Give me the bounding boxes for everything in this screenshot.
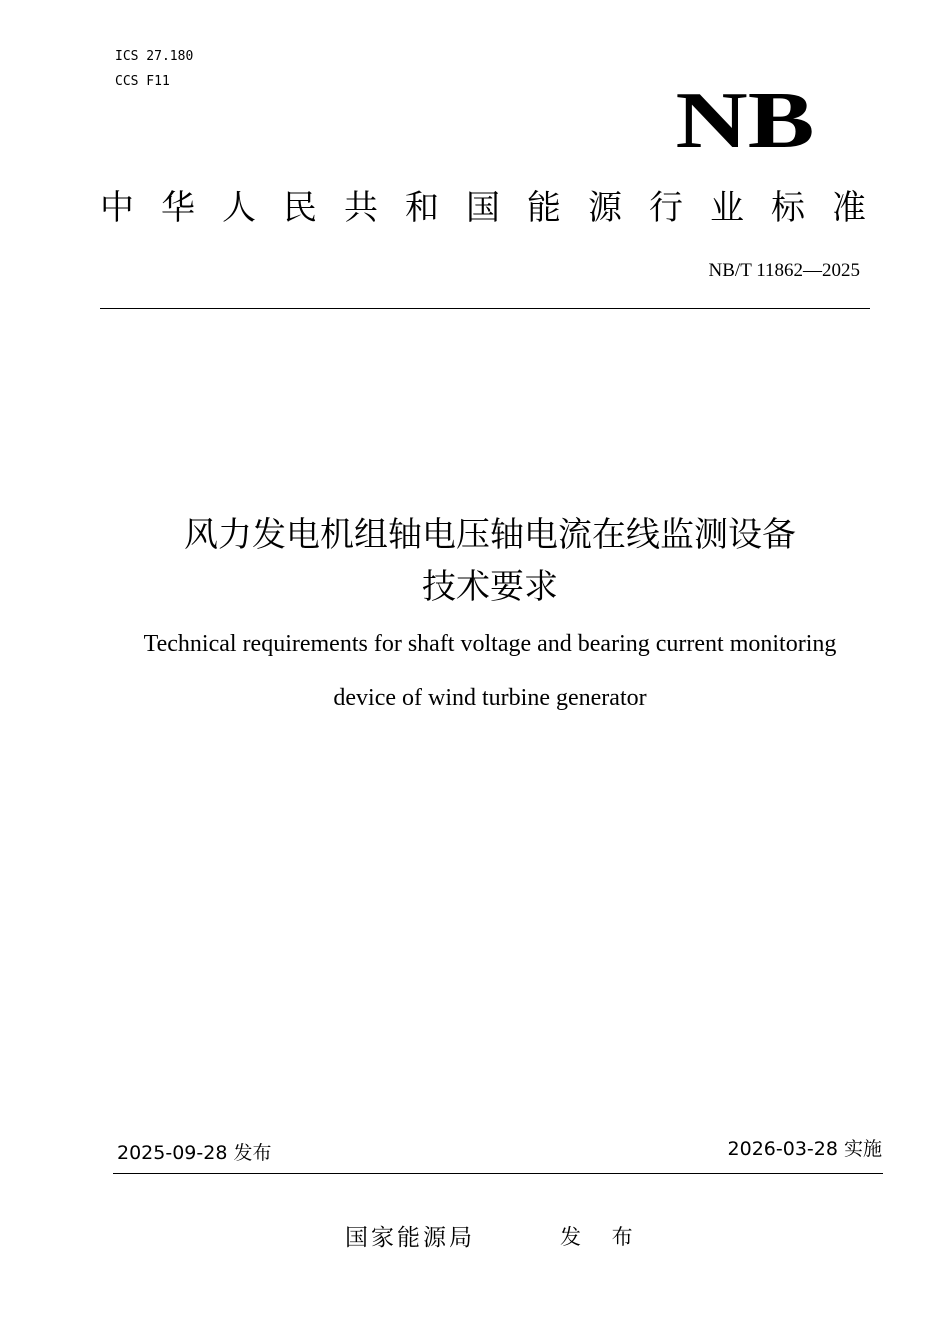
ccs-code: CCS F11 <box>115 74 170 89</box>
title-chinese-line-1: 风力发电机组轴电压轴电流在线监测设备 <box>184 515 796 555</box>
implementation-date: 2026-03-28 实施 <box>727 1138 882 1160</box>
title-english-line-1: Technical requirements for shaft voltage and bearing current monitoring <box>143 631 837 657</box>
ics-code: ICS 27.180 <box>115 49 194 64</box>
title-chinese-line-2: 技术要求 <box>422 567 558 607</box>
issue-date: 2025-09-28 发布 <box>117 1142 272 1164</box>
nb-logo: NB <box>675 77 815 165</box>
top-divider <box>100 308 870 309</box>
standard-number: NB/T 11862—2025 <box>708 260 860 281</box>
publish-label: 发 布 <box>560 1225 645 1249</box>
publisher-name: 国家能源局 <box>345 1225 475 1251</box>
standard-type-title: 中华人民共和国能源行业标准 <box>100 188 893 228</box>
bottom-divider <box>113 1173 883 1174</box>
title-english-line-2: device of wind turbine generator <box>333 685 647 711</box>
